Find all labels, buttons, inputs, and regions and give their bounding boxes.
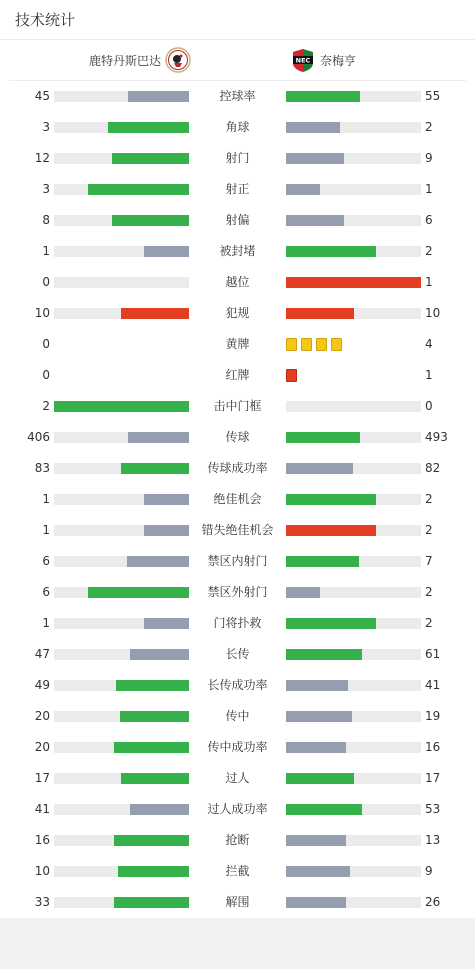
away-value: 55 [425,89,441,103]
away-value: 9 [425,864,433,878]
stat-label: 解围 [225,895,250,909]
stat-label: 长传 [225,647,250,661]
away-value: 53 [425,802,441,816]
home-value: 2 [42,399,50,413]
home-team-name: 鹿特丹斯巴达 [88,53,161,68]
away-bar-track [286,711,421,722]
away-value: 10 [425,306,441,320]
home-bar-fill [121,308,189,319]
home-bar-fill [127,556,189,567]
stat-label: 越位 [225,275,250,289]
stat-row [0,515,475,546]
home-value: 8 [42,213,50,227]
home-value: 16 [34,833,50,847]
away-value: 16 [425,740,441,754]
home-value: 0 [42,275,50,289]
away-team[interactable] [290,40,356,80]
yellow-card-icon [331,338,342,351]
home-value: 20 [34,709,50,723]
stat-row [0,639,475,670]
home-bar-track [54,556,189,567]
home-bar-track [54,122,189,133]
away-bar-fill [286,246,376,257]
home-bar-track [54,215,189,226]
home-bar-fill [144,494,189,505]
away-bar-track [286,215,421,226]
away-team-name: 奈梅亨 [320,53,357,68]
away-value: 2 [425,244,433,258]
home-bar-fill [116,680,189,691]
home-bar-track [54,866,189,877]
away-bar-fill [286,184,320,195]
home-value: 10 [34,864,50,878]
stat-label: 射门 [225,151,250,165]
stat-label: 门将扑救 [213,616,262,630]
home-value: 1 [42,492,50,506]
sparta-rotterdam-crest-icon [165,47,191,73]
home-value: 0 [42,368,50,382]
home-bar-track [54,401,189,412]
stat-label: 击中门框 [213,399,262,413]
stat-label: 犯规 [225,306,250,320]
away-value: 13 [425,833,441,847]
away-cards [286,369,297,382]
away-bar-track [286,742,421,753]
stat-row [0,81,475,112]
away-value: 2 [425,523,433,537]
away-bar-track [286,835,421,846]
stat-label: 传中成功率 [207,740,268,754]
stat-row [0,763,475,794]
stat-label: 禁区内射门 [207,554,268,568]
home-bar-fill [120,711,189,722]
home-bar-track [54,277,189,288]
stat-label: 抢断 [225,833,250,847]
home-bar-fill [112,215,189,226]
away-bar-fill [286,153,344,164]
stat-label: 过人成功率 [207,802,268,816]
stat-label: 过人 [225,771,250,785]
away-bar-track [286,122,421,133]
stat-label: 错失绝佳机会 [201,523,274,537]
home-bar-fill [114,835,189,846]
away-bar-fill [286,680,348,691]
home-bar-track [54,618,189,629]
home-value: 33 [34,895,50,909]
home-bar-fill [144,246,189,257]
away-bar-fill [286,463,353,474]
stat-label: 绝佳机会 [213,492,262,506]
home-value: 406 [27,430,50,444]
stat-label: 控球率 [219,89,256,103]
home-value: 10 [34,306,50,320]
stat-label: 传中 [225,709,250,723]
away-bar-track [286,308,421,319]
away-bar-fill [286,91,360,102]
home-value: 6 [42,585,50,599]
stat-row [0,360,475,391]
away-bar-fill [286,277,421,288]
home-bar-track [54,742,189,753]
away-value: 493 [425,430,448,444]
home-bar-track [54,773,189,784]
away-bar-track [286,587,421,598]
away-bar-track [286,804,421,815]
away-bar-track [286,401,421,412]
stat-row [0,825,475,856]
home-value: 12 [34,151,50,165]
stat-row [0,267,475,298]
away-bar-track [286,680,421,691]
nec-nijmegen-crest-icon [290,47,316,73]
stat-label: 射偏 [225,213,250,227]
stat-label: 黄牌 [225,337,250,351]
home-value: 6 [42,554,50,568]
home-bar-fill [128,91,189,102]
away-value: 0 [425,399,433,413]
away-value: 7 [425,554,433,568]
home-bar-track [54,463,189,474]
away-bar-track [286,649,421,660]
home-value: 0 [42,337,50,351]
home-value: 1 [42,616,50,630]
stat-label: 拦截 [225,864,250,878]
home-team[interactable] [89,40,191,80]
home-bar-fill [128,432,189,443]
red-card-icon [286,369,297,382]
away-value: 1 [425,182,433,196]
away-bar-track [286,866,421,877]
away-bar-track [286,153,421,164]
teams-header [9,40,466,81]
home-bar-fill [114,897,189,908]
yellow-card-icon [301,338,312,351]
away-bar-fill [286,649,362,660]
away-value: 2 [425,585,433,599]
yellow-card-icon [316,338,327,351]
stat-row [0,205,475,236]
home-bar-track [54,308,189,319]
stat-row [0,856,475,887]
yellow-card-icon [286,338,297,351]
away-value: 19 [425,709,441,723]
stat-label: 红牌 [225,368,250,382]
away-bar-fill [286,432,360,443]
home-bar-track [54,432,189,443]
away-value: 2 [425,616,433,630]
away-value: 17 [425,771,441,785]
stat-row [0,577,475,608]
stat-row [0,670,475,701]
away-value: 2 [425,120,433,134]
home-value: 17 [34,771,50,785]
home-bar-fill [54,401,189,412]
away-bar-fill [286,804,362,815]
away-bar-fill [286,215,344,226]
away-value: 6 [425,213,433,227]
away-value: 1 [425,275,433,289]
home-bar-track [54,587,189,598]
away-bar-fill [286,866,350,877]
away-bar-track [286,432,421,443]
away-bar-track [286,897,421,908]
home-bar-track [54,91,189,102]
home-bar-track [54,649,189,660]
home-value: 1 [42,244,50,258]
stat-label: 角球 [225,120,250,134]
home-value: 47 [34,647,50,661]
home-bar-fill [118,866,189,877]
stat-row [0,298,475,329]
stat-row [0,236,475,267]
home-value: 45 [34,89,50,103]
home-bar-fill [112,153,189,164]
away-value: 4 [425,337,433,351]
away-bar-track [286,525,421,536]
home-bar-track [54,711,189,722]
away-bar-fill [286,835,346,846]
home-value: 3 [42,182,50,196]
away-value: 2 [425,492,433,506]
away-value: 1 [425,368,433,382]
stat-row [0,112,475,143]
home-bar-fill [88,587,189,598]
home-value: 41 [34,802,50,816]
home-bar-track [54,184,189,195]
away-bar-track [286,246,421,257]
home-bar-track [54,680,189,691]
home-value: 83 [34,461,50,475]
stats-list [0,81,475,918]
home-bar-track [54,494,189,505]
stat-row [0,484,475,515]
home-bar-fill [121,773,189,784]
home-bar-track [54,835,189,846]
away-bar-fill [286,525,376,536]
away-bar-fill [286,494,376,505]
stat-row [0,143,475,174]
away-value: 61 [425,647,441,661]
stat-row [0,391,475,422]
home-bar-fill [130,649,189,660]
stat-row [0,887,475,918]
home-bar-fill [130,804,189,815]
stat-row [0,422,475,453]
away-bar-track [286,277,421,288]
away-bar-fill [286,742,346,753]
home-bar-fill [108,122,189,133]
home-bar-track [54,897,189,908]
away-bar-track [286,184,421,195]
home-bar-track [54,525,189,536]
page-title: 技术统计 [0,0,475,40]
away-bar-fill [286,618,376,629]
away-bar-track [286,463,421,474]
stat-label: 长传成功率 [207,678,268,692]
stat-row [0,453,475,484]
stat-row [0,546,475,577]
away-bar-track [286,494,421,505]
home-bar-fill [114,742,189,753]
away-bar-track [286,91,421,102]
away-bar-fill [286,897,346,908]
away-bar-fill [286,587,320,598]
home-bar-fill [144,525,189,536]
stat-row [0,794,475,825]
nec-crest-text: NEC [295,56,311,65]
home-value: 20 [34,740,50,754]
home-bar-fill [88,184,189,195]
away-bar-track [286,618,421,629]
away-bar-track [286,773,421,784]
home-bar-track [54,804,189,815]
away-value: 26 [425,895,441,909]
away-bar-fill [286,773,354,784]
stat-label: 射正 [225,182,250,196]
away-bar-fill [286,711,352,722]
away-cards [286,338,342,351]
stat-row [0,732,475,763]
away-value: 9 [425,151,433,165]
stat-row [0,608,475,639]
home-bar-track [54,153,189,164]
stat-label: 传球成功率 [207,461,268,475]
away-bar-fill [286,556,359,567]
home-value: 1 [42,523,50,537]
away-bar-track [286,556,421,567]
away-value: 41 [425,678,441,692]
stat-row [0,329,475,360]
away-value: 82 [425,461,441,475]
stat-row [0,701,475,732]
home-value: 49 [34,678,50,692]
away-bar-fill [286,308,354,319]
away-bar-fill [286,122,340,133]
stat-label: 传球 [225,430,250,444]
stat-row [0,174,475,205]
home-bar-track [54,246,189,257]
home-value: 3 [42,120,50,134]
home-bar-fill [121,463,189,474]
home-bar-fill [144,618,189,629]
stat-label: 被封堵 [219,244,256,258]
stat-label: 禁区外射门 [207,585,268,599]
